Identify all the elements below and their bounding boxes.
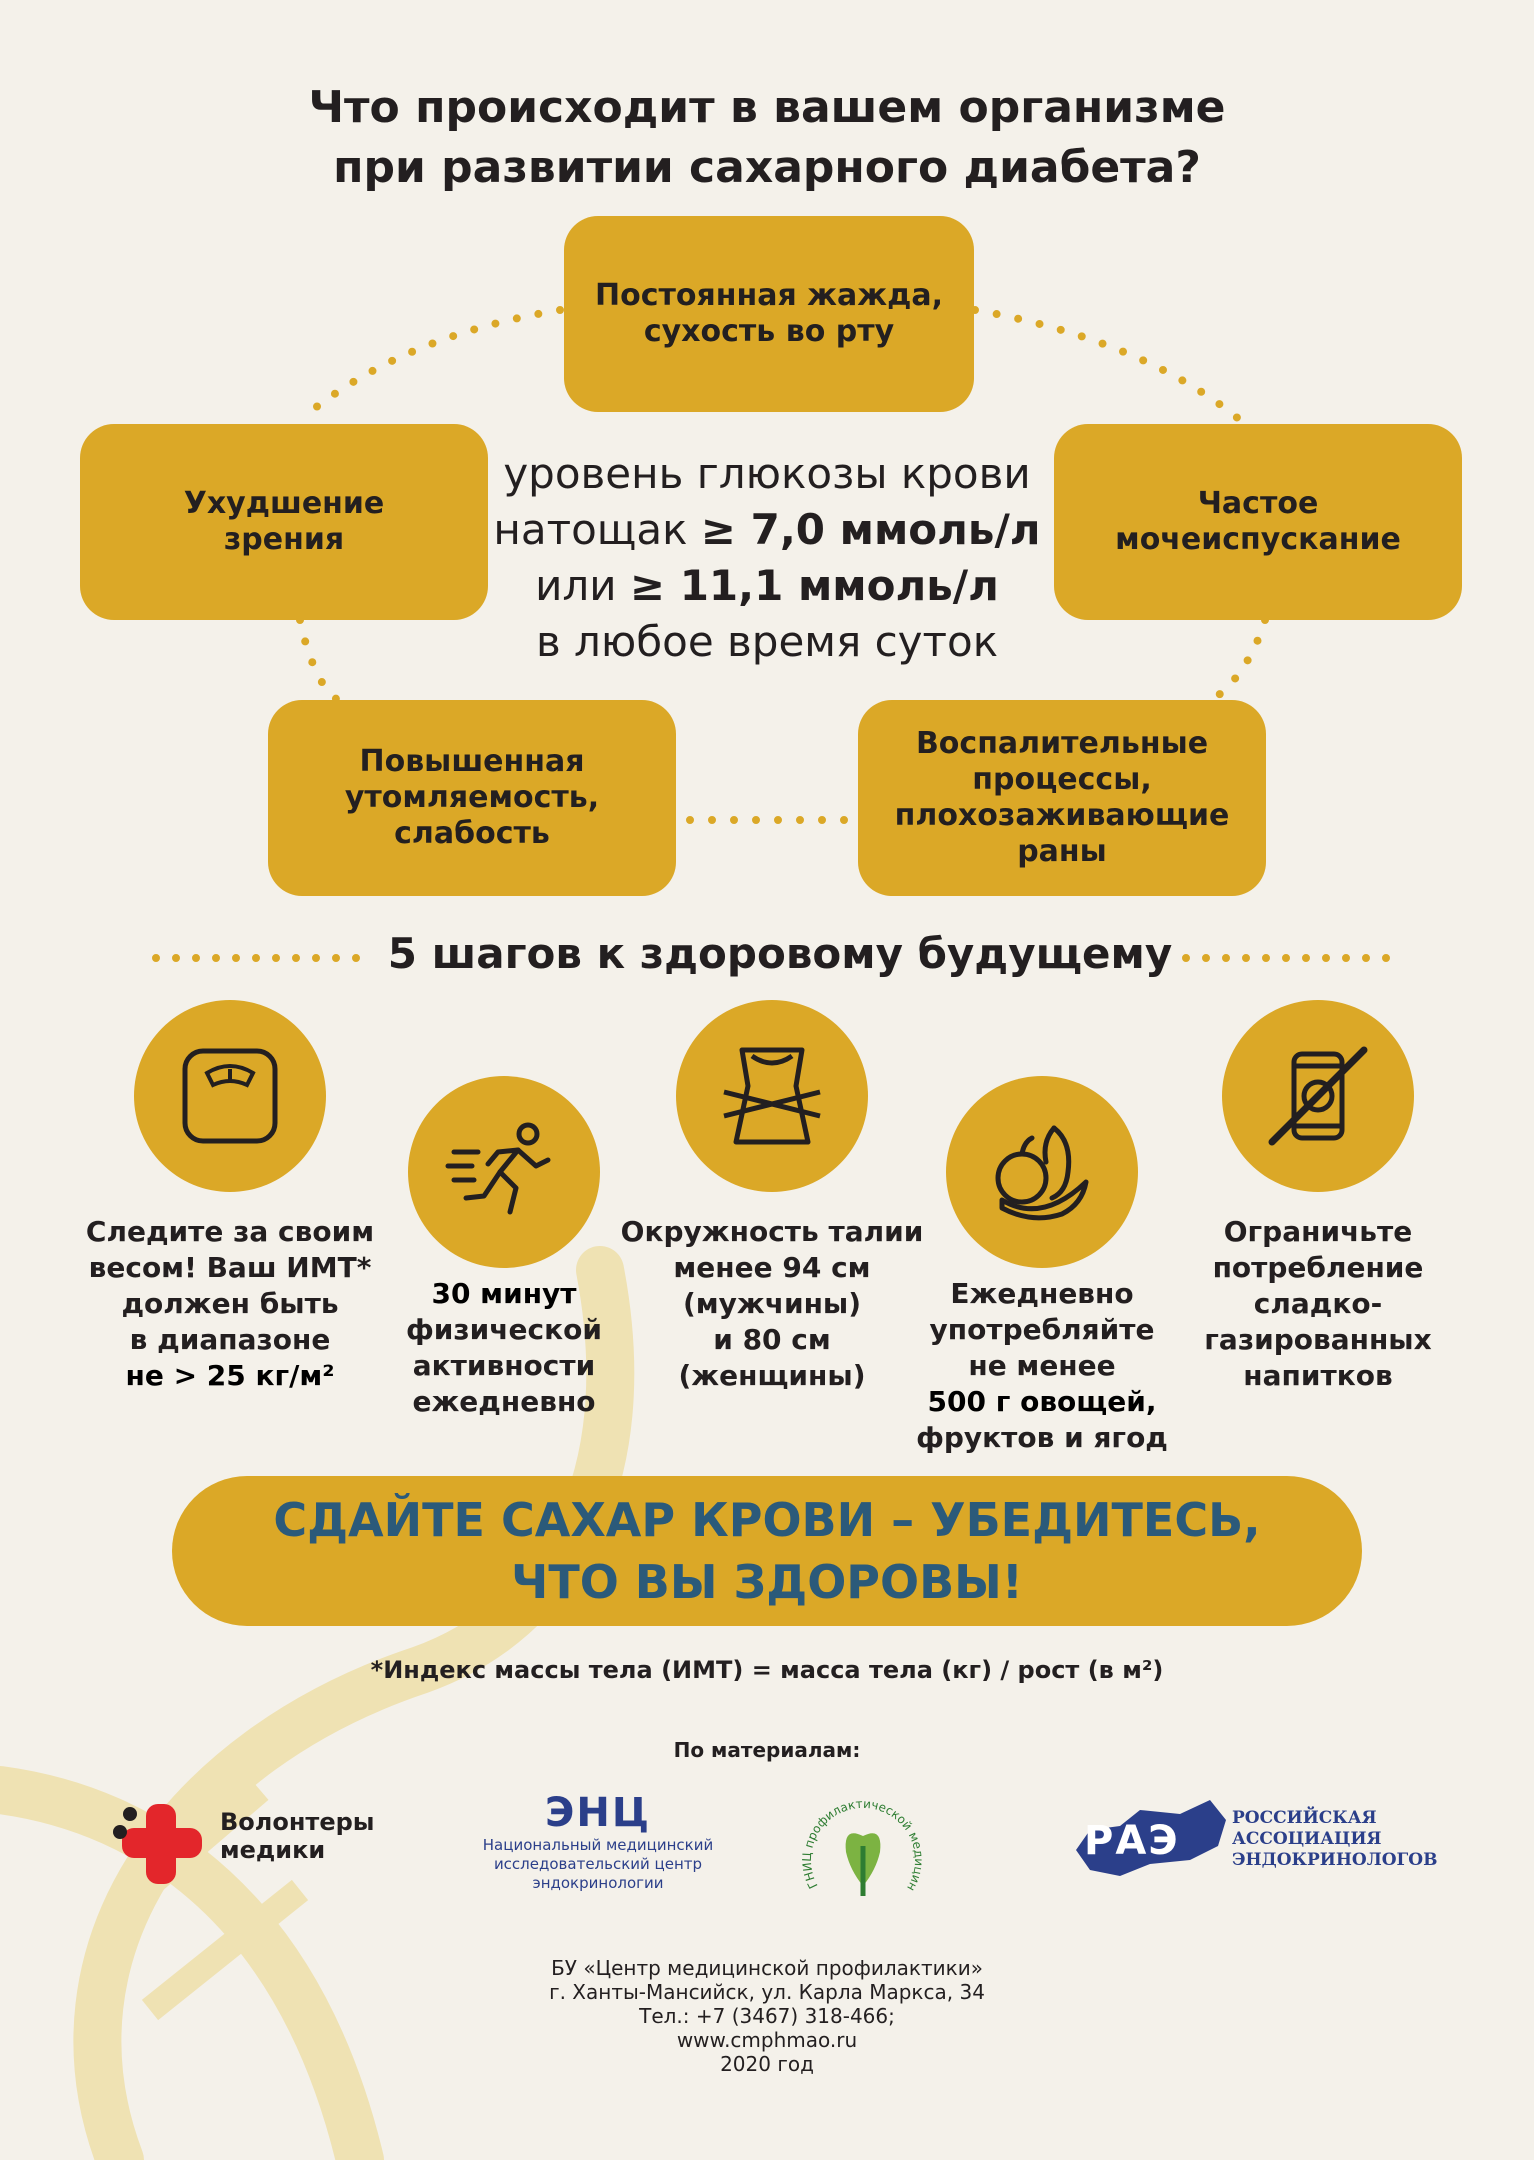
step-line: сладко-: [1253, 1287, 1383, 1320]
step-line: Окружность талии: [620, 1215, 924, 1248]
glucose-line: уровень глюкозы крови: [503, 449, 1031, 498]
step-line: потребление: [1212, 1251, 1424, 1284]
bmi-footnote: *Индекс массы тела (ИМТ) = масса тела (кг) / рост (в м²): [370, 1656, 1164, 1684]
symptom-thirst-line: Постоянная жажда,: [595, 278, 943, 313]
symptom-thirst-line: сухость во рту: [643, 314, 895, 349]
sources-label: По материалам:: [673, 1738, 861, 1762]
cta-line: СДАЙТЕ САХАР КРОВИ – УБЕДИТЕСЬ,: [273, 1493, 1261, 1547]
step-line: газированных: [1204, 1323, 1432, 1356]
symptom-urination-line: мочеиспускание: [1115, 522, 1401, 557]
symptom-thirst: [564, 216, 974, 412]
step-line: фруктов и ягод: [916, 1421, 1168, 1454]
step-circle-nutrition: [946, 1076, 1138, 1268]
logo-volunteers: [112, 1796, 392, 1886]
symptom-vision-line: зрения: [223, 522, 345, 557]
title-line-2: при развитии сахарного диабета?: [333, 142, 1201, 193]
symptom-fatigue: [268, 700, 676, 896]
step-line: не менее: [968, 1349, 1116, 1382]
symptom-fatigue-line: Повышенная: [359, 744, 585, 779]
step-line: активности: [412, 1349, 596, 1382]
gnic-arc-text: ГНИЦ профилактической медицин: [799, 1796, 927, 1894]
step-text-soda: [1158, 1214, 1478, 1394]
logo-enc-abbr: ЭНЦ: [545, 1790, 651, 1836]
step-text-nutrition: [882, 1276, 1202, 1456]
fruits-icon: [982, 1112, 1102, 1232]
step-line: не > 25 кг/м²: [125, 1359, 335, 1392]
glucose-value: ≥ 11,1 ммоль/л: [629, 561, 999, 610]
logo-rae-abbr: РАЭ: [1084, 1818, 1180, 1864]
symptom-fatigue-line: утомляемость,: [344, 780, 600, 815]
step-text-weight: [70, 1214, 390, 1394]
footer-org: БУ «Центр медицинской профилактики»: [551, 1956, 983, 1980]
step-line: менее 94 см: [673, 1251, 871, 1284]
symptom-fatigue-line: слабость: [394, 816, 550, 851]
cta-line: ЧТО ВЫ ЗДОРОВЫ!: [511, 1555, 1023, 1609]
symptom-urination-line: Частое: [1197, 486, 1319, 521]
symptom-inflammation-line: раны: [1017, 834, 1107, 869]
logo-enc-text: Национальный медицинский: [482, 1836, 714, 1854]
symptom-vision-line: Ухудшение: [183, 486, 385, 521]
step-line: весом! Ваш ИМТ*: [88, 1251, 372, 1284]
step-circle-waist: [676, 1000, 868, 1192]
step-circle-soda: [1222, 1000, 1414, 1192]
logo-rae-text: АССОЦИАЦИЯ: [1232, 1829, 1382, 1849]
step-line: Ограничьте: [1223, 1215, 1413, 1248]
symptom-vision: [80, 424, 488, 620]
step-line: должен быть: [121, 1287, 339, 1320]
footer-year: 2020 год: [720, 2052, 814, 2076]
glucose-value: ≥ 7,0 ммоль/л: [700, 505, 1041, 554]
logo-enc-text: исследовательский центр: [493, 1855, 703, 1873]
red-cross-icon: [112, 1796, 208, 1892]
waist-measure-icon: [712, 1036, 832, 1156]
symptom-inflammation-line: плохозаживающие: [894, 798, 1230, 833]
step-line: напитков: [1243, 1359, 1393, 1392]
logo-volunteers-text: Волонтеры: [220, 1808, 375, 1836]
cta-banner: [172, 1476, 1362, 1626]
logo-gnic: [798, 1786, 928, 1916]
footer-site[interactable]: www.cmphmao.ru: [676, 2028, 858, 2052]
glucose-line: в любое время суток: [535, 617, 999, 666]
steps-divider-left: [150, 952, 380, 964]
no-soda-can-icon: [1258, 1036, 1378, 1156]
step-line: 30 минут: [431, 1277, 577, 1310]
step-line: (женщины): [678, 1359, 866, 1392]
logo-rae: [1070, 1790, 1440, 1890]
step-line: в диапазоне: [129, 1323, 331, 1356]
logo-enc: [448, 1790, 748, 1893]
glucose-criteria: [480, 446, 1054, 670]
step-line: (мужчины): [682, 1287, 862, 1320]
logo-enc-text: эндокринологии: [532, 1874, 664, 1892]
logo-rae-text: ЭНДОКРИНОЛОГОВ: [1232, 1850, 1438, 1870]
steps-title: 5 шагов к здоровому будущему: [387, 929, 1173, 978]
gnic-emblem-icon: [798, 1786, 928, 1916]
footer-phone: Тел.: +7 (3467) 318-466;: [639, 2004, 895, 2028]
step-circle-weight: [134, 1000, 326, 1192]
step-line: и 80 см: [713, 1323, 831, 1356]
logo-volunteers-text: медики: [220, 1836, 326, 1864]
symptom-inflammation-line: Воспалительные: [915, 726, 1209, 761]
symptom-inflammation: [858, 700, 1266, 896]
scale-icon: [175, 1041, 285, 1151]
step-circle-activity: [408, 1076, 600, 1268]
step-line: Следите за своим: [85, 1215, 375, 1248]
step-line: ежедневно: [412, 1385, 596, 1418]
step-line: 500 г овощей,: [927, 1385, 1157, 1418]
symptom-urination: [1054, 424, 1462, 620]
running-person-icon: [444, 1112, 564, 1232]
footer-contacts: [0, 1956, 1534, 2076]
title-line-1: Что происходит в вашем организме: [308, 82, 1226, 133]
step-line: употребляйте: [929, 1313, 1155, 1346]
glucose-line: или: [535, 561, 630, 610]
step-line: Ежедневно: [950, 1277, 1134, 1310]
step-line: физической: [406, 1313, 602, 1346]
steps-divider-right: [1180, 952, 1410, 964]
logo-rae-text: РОССИЙСКАЯ: [1232, 1808, 1377, 1828]
symptom-inflammation-line: процессы,: [972, 762, 1152, 797]
footer-address: г. Ханты-Мансийск, ул. Карла Маркса, 34: [549, 1980, 985, 2004]
glucose-line: натощак: [493, 505, 701, 554]
